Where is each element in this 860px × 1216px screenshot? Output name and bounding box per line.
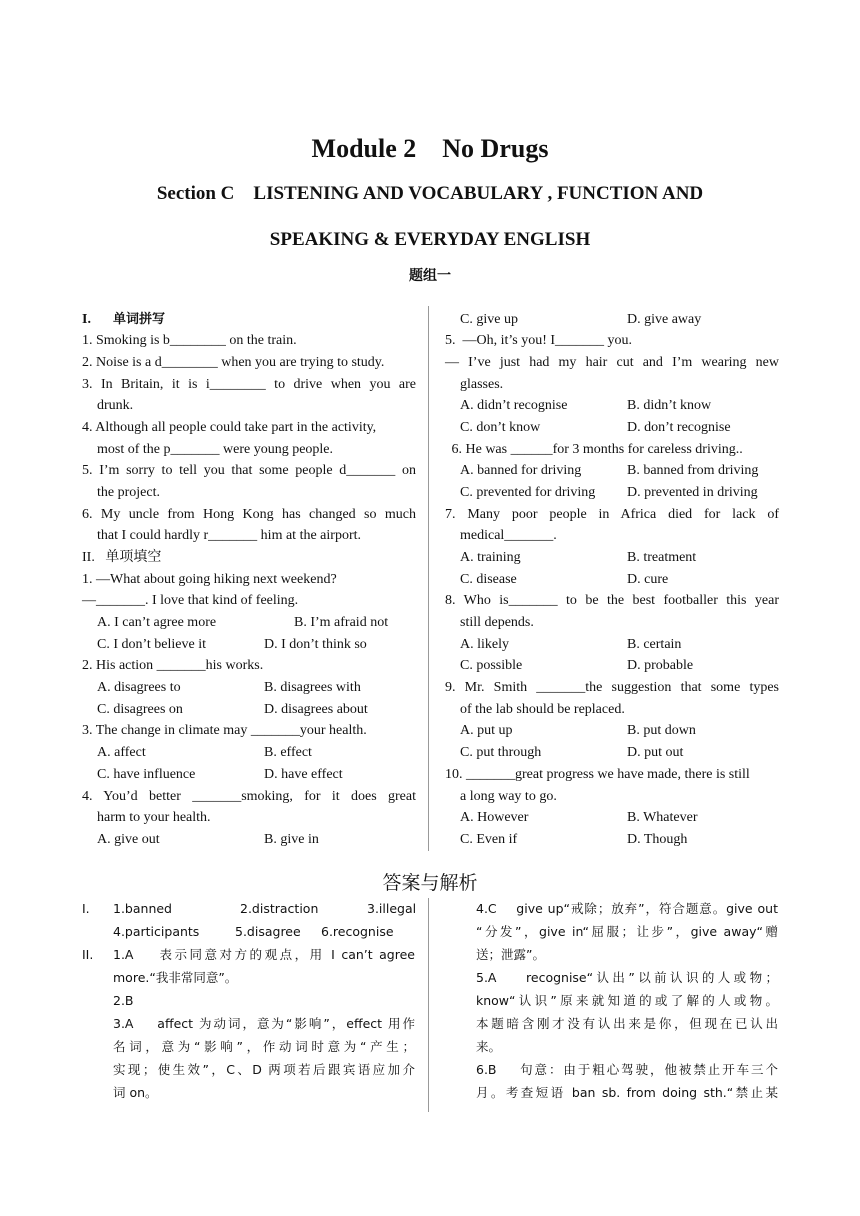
mc-q4-option-c: C. give up [460, 312, 518, 327]
mc-q1-option-d: D. I don’t think so [264, 637, 367, 652]
mc-q9-option-d: D. put out [627, 745, 684, 760]
mc-q3-option-a: A. affect [97, 745, 146, 760]
mc-q5-option-b: B. didn’t know [627, 398, 712, 413]
mc-q8-line1: 8. Who is_______ to be the best footballer this year [445, 593, 779, 608]
mc-q7-option-c: C. disease [460, 572, 517, 587]
answers-title: 答案与解析 [382, 872, 478, 894]
mc-q1-line1: 1. —What about going hiking next weekend? [82, 572, 337, 587]
mc-q9-line1: 9. Mr. Smith _______the suggestion that some types [445, 680, 779, 695]
mc-q8-line2: still depends. [460, 615, 534, 630]
mc-q1-line2: —_______. I love that kind of feeling. [82, 593, 299, 608]
spelling-q6-line1: 6. My uncle from Hong Kong has changed so much [82, 507, 416, 522]
mc-q6-option-b: B. banned from driving [627, 463, 759, 478]
answer-3: 3.illegal [367, 901, 417, 916]
mc-q9-option-c: C. put through [460, 745, 542, 760]
answer-6: 6.recognise [321, 924, 394, 939]
mc-q10-option-b: B. Whatever [627, 810, 698, 825]
mc-q5-option-d: D. don’t recognise [627, 420, 731, 435]
mc-q5-line3: glasses. [460, 377, 504, 392]
section-2-title: II. 单项填空 [82, 550, 162, 565]
mc-q8-option-d: D. probable [627, 658, 694, 673]
mc-q7-option-d: D. cure [627, 572, 669, 587]
explain-6-line2: 月。考查短语 ban sb. from doing sth.“禁止某 [476, 1085, 778, 1100]
explain-4-line2: “分发”，give in“屈服；让步”，give away“赠 [476, 924, 778, 939]
explain-5-line2: know“认识”原来就知道的或了解的人或物。 [476, 993, 778, 1008]
page-title: Module 2 No Drugs [311, 134, 549, 163]
spelling-q4-line2: most of the p_______ were young people. [97, 442, 334, 457]
mc-q3: 3. The change in climate may _______your health. [82, 723, 367, 738]
mc-q6-option-a: A. banned for driving [460, 463, 582, 478]
spelling-q5-line2: the project. [97, 485, 160, 500]
mc-q7-line2: medical_______. [460, 528, 557, 543]
explain-3-line4: 词 on。 [113, 1085, 158, 1100]
mc-q2: 2. His action _______his works. [82, 658, 264, 673]
explain-5-line3: 本题暗含刚才没有认出来是你，但现在已认出 [476, 1016, 778, 1031]
mc-q6-option-c: C. prevented for driving [460, 485, 596, 500]
mc-q3-option-d: D. have effect [264, 767, 343, 782]
mc-q7-option-a: A. training [460, 550, 521, 565]
explain-1-line2: more.“我非常同意”。 [113, 970, 238, 985]
mc-q1-option-c: C. I don’t believe it [97, 637, 206, 652]
answer-1: 1.banned [113, 901, 172, 916]
group-label: 题组一 [409, 268, 451, 284]
mc-q7-line1: 7. Many poor people in Africa died for lack of [445, 507, 779, 522]
spelling-q4-line1: 4. Although all people could take part in the activity, [82, 420, 377, 435]
mc-q10-option-d: D. Though [627, 832, 688, 847]
mc-q5-line1: 5. —Oh, it’s you! I_______ you. [445, 333, 633, 348]
mc-q1-option-a: A. I can’t agree more [97, 615, 217, 630]
spelling-q3-line2: drunk. [97, 398, 134, 413]
section-1-title: 单词拼写 [113, 312, 166, 327]
mc-q3-option-c: C. have influence [97, 767, 196, 782]
mc-q4-option-a: A. give out [97, 832, 160, 847]
section-heading-line-2: SPEAKING & EVERYDAY ENGLISH [269, 229, 591, 250]
mc-q5-line2: — I’ve just had my hair cut and I’m wearing new [445, 355, 779, 370]
mc-q10-option-a: A. However [460, 810, 529, 825]
mc-q10-line2: a long way to go. [460, 789, 557, 804]
mc-q9-line2: of the lab should be replaced. [460, 702, 625, 717]
section-1-number: I. [82, 312, 91, 327]
mc-q9-option-b: B. put down [627, 723, 696, 738]
explain-5-line4: 来。 [476, 1039, 502, 1054]
mc-q9-option-a: A. put up [460, 723, 513, 738]
spelling-q1: 1. Smoking is b________ on the train. [82, 333, 297, 348]
column-divider [428, 306, 429, 851]
mc-q2-option-a: A. disagrees to [97, 680, 181, 695]
mc-q2-option-b: B. disagrees with [264, 680, 361, 695]
explain-4-line1: 4.C give up“戒除；放弃”，符合题意。give out [476, 901, 778, 916]
spelling-q2: 2. Noise is a d________ when you are trying to study. [82, 355, 385, 370]
mc-q8-option-b: B. certain [627, 637, 682, 652]
mc-q3-option-b: B. effect [264, 745, 312, 760]
mc-q4-line1: 4. You’d better _______smoking, for it does great [82, 789, 416, 804]
mc-q8-option-a: A. likely [460, 637, 509, 652]
mc-q5-option-c: C. don’t know [460, 420, 541, 435]
mc-q8-option-c: C. possible [460, 658, 523, 673]
mc-q4-line2: harm to your health. [97, 810, 211, 825]
explain-3-line1: 3.A affect 为动词，意为“影响”，effect 用作 [113, 1016, 415, 1031]
explain-1-line1: 1.A 表示同意对方的观点，用 I can’t agree [113, 947, 415, 962]
spelling-q6-line2: that I could hardly r_______ him at the airport. [97, 528, 361, 543]
mc-q6-option-d: D. prevented in driving [627, 485, 758, 500]
explain-5-line1: 5.A recognise“认出”以前认识的人或物； [476, 970, 778, 985]
explain-3-line3: 实现；使生效”，C、D 两项若后跟宾语应加介 [113, 1062, 415, 1077]
answer-label-II: II. [82, 947, 94, 962]
spelling-q5-line1: 5. I’m sorry to tell you that some people d_______ on [82, 463, 416, 478]
answer-label-I: I. [82, 901, 90, 916]
mc-q5-option-a: A. didn’t recognise [460, 398, 568, 413]
explain-4-line3: 送；泄露”。 [476, 947, 545, 962]
mc-q2-option-c: C. disagrees on [97, 702, 183, 717]
mc-q10-line1: 10. _______great progress we have made, there is still [445, 767, 750, 782]
mc-q4-option-b: B. give in [264, 832, 319, 847]
mc-q1-option-b: B. I’m afraid not [294, 615, 389, 630]
answers-divider [428, 898, 429, 1112]
explain-6-line1: 6.B 句意：由于粗心驾驶，他被禁止开车三个 [476, 1062, 778, 1077]
answer-5: 5.disagree [235, 924, 301, 939]
section-heading-line-1: Section C LISTENING AND VOCABULARY , FUNCTION AND [156, 183, 704, 204]
mc-q7-option-b: B. treatment [627, 550, 697, 565]
answer-2: 2.distraction [240, 901, 319, 916]
spelling-q3-line1: 3. In Britain, it is i________ to drive when you are [82, 377, 416, 392]
mc-q6: 6. He was ______for 3 months for careless driving.. [448, 442, 743, 457]
mc-q10-option-c: C. Even if [460, 832, 518, 847]
explain-2: 2.B [113, 993, 134, 1008]
mc-q2-option-d: D. disagrees about [264, 702, 368, 717]
mc-q4-option-d: D. give away [627, 312, 702, 327]
answer-4: 4.participants [113, 924, 200, 939]
explain-3-line2: 名词，意为“影响”，作动词时意为“产生； [113, 1039, 415, 1054]
